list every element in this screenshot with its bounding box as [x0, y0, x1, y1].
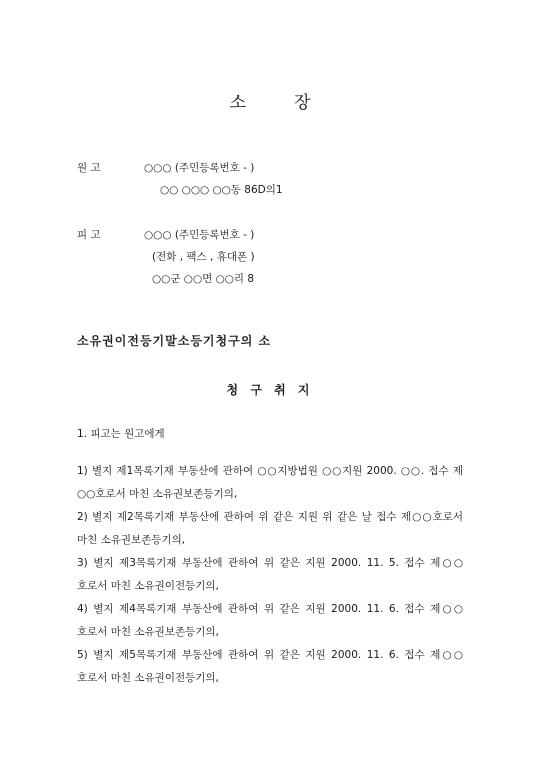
claim-item-5: 5) 별지 제5목록기재 부동산에 관하여 위 같은 지원 2000. 11. 6. 접수 제○○호로서 마친 소유권이전등기의,	[77, 649, 463, 684]
defendant-address: ○○군 ○○면 ○○리 8	[152, 273, 255, 285]
claim-intro: 1. 피고는 원고에게	[77, 428, 165, 440]
defendant-contact: (전화 , 팩스 , 휴대폰 )	[152, 251, 255, 263]
title-char-1: 소	[229, 93, 246, 113]
plaintiff-label: 원 고	[77, 162, 101, 174]
case-title: 소유권이전등기말소등기청구의 소	[77, 334, 272, 348]
defendant-label: 피 고	[77, 229, 101, 241]
plaintiff-name: ○○○ (주민등록번호 - )	[144, 162, 255, 174]
claim-heading: 청 구 취 지	[226, 383, 314, 397]
defendant-name: ○○○ (주민등록번호 - )	[144, 229, 255, 241]
document-title	[0, 88, 540, 113]
title-char-2: 장	[294, 93, 311, 113]
plaintiff-address: ○○ ○○○ ○○동 86D의1	[160, 184, 283, 196]
claim-item-2: 2) 별지 제2목록기재 부동산에 관하여 위 같은 지원 위 같은 날 접수 제○○호로서 마친 소유권보존등기의,	[77, 511, 463, 546]
claim-item-3: 3) 별지 제3목록기재 부동산에 관하여 위 같은 지원 2000. 11. 5. 접수 제○○호로서 마친 소유권이전등기의,	[77, 557, 463, 592]
claim-item-4: 4) 별지 제4목록기재 부동산에 관하여 위 같은 지원 2000. 11. 6. 접수 제○○호로서 마친 소유권보존등기의,	[77, 603, 463, 638]
claim-item-1: 1) 별지 제1목록기재 부동산에 관하여 ○○지방법원 ○○지원 2000. ○○. 접수 제○○호로서 마친 소유권보존등기의,	[77, 465, 463, 500]
